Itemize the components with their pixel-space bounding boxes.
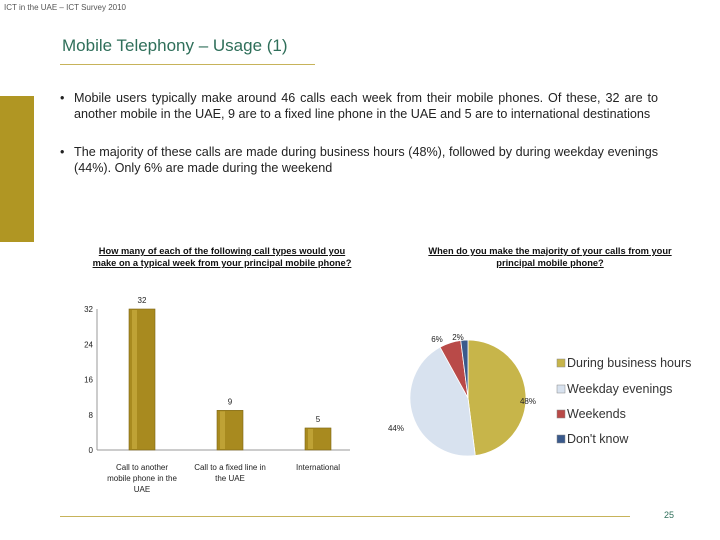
legend-swatch — [557, 359, 565, 367]
bar-highlight — [308, 429, 313, 449]
bar-value-label: 9 — [227, 397, 233, 407]
bar-category-label: UAE — [133, 485, 151, 494]
pie-value-label: 2% — [452, 333, 464, 342]
slide-title: Mobile Telephony – Usage (1) — [62, 36, 288, 55]
pie-value-label: 6% — [431, 335, 443, 344]
legend-label: During business hours — [567, 356, 692, 370]
bar-highlight — [220, 411, 225, 449]
bullet-text: The majority of these calls are made during business hours (48%), followed by during weekday evenings (44%). Only 6% are made during the weekend — [74, 145, 658, 175]
footer-rule — [60, 516, 630, 517]
bar-highlight — [132, 310, 137, 449]
bar-value-label: 32 — [137, 296, 147, 305]
legend-label: Weekday evenings — [567, 382, 673, 396]
page-number: 25 — [664, 510, 675, 520]
bar-chart-title: How many of each of the following call types would you make on a typical week from your principal mobile phone? — [92, 246, 352, 268]
bar-category-label: the UAE — [215, 474, 245, 483]
bullet-icon: • — [60, 91, 65, 105]
bar-y-tick-label: 24 — [84, 340, 93, 350]
bullet-text: Mobile users typically make around 46 calls each week from their mobile phones. Of these, 32 are to another mobile in the UAE, 9 are to a fixed line phone in the UAE and 5 are to international destinations — [74, 91, 658, 121]
pie-value-label: 44% — [387, 424, 405, 433]
legend-label: Don't know — [567, 432, 629, 446]
bar-y-tick-label: 0 — [88, 446, 93, 455]
presentation-header: ICT in the UAE – ICT Survey 2010 — [4, 3, 126, 12]
bar-y-tick-label: 8 — [88, 410, 93, 420]
bar-category-label: mobile phone in the — [107, 474, 177, 483]
bar-category-label: Call to another — [115, 463, 169, 472]
bullet-icon: • — [60, 145, 65, 159]
bar-y-tick-label: 32 — [84, 305, 93, 314]
bar-category-label: International — [295, 463, 341, 472]
legend-swatch — [557, 435, 565, 443]
legend-swatch — [557, 385, 565, 393]
bar-y-tick-label: 16 — [84, 375, 93, 385]
pie-value-label: 48% — [519, 397, 537, 406]
pie-chart-title: When do you make the majority of your calls from your principal mobile phone? — [428, 246, 672, 268]
legend-label: Weekends — [567, 407, 626, 421]
pie-slice — [468, 340, 526, 456]
legend-swatch — [557, 410, 565, 418]
bar-value-label: 5 — [315, 414, 321, 424]
bar-category-label: Call to a fixed line in — [194, 463, 266, 472]
